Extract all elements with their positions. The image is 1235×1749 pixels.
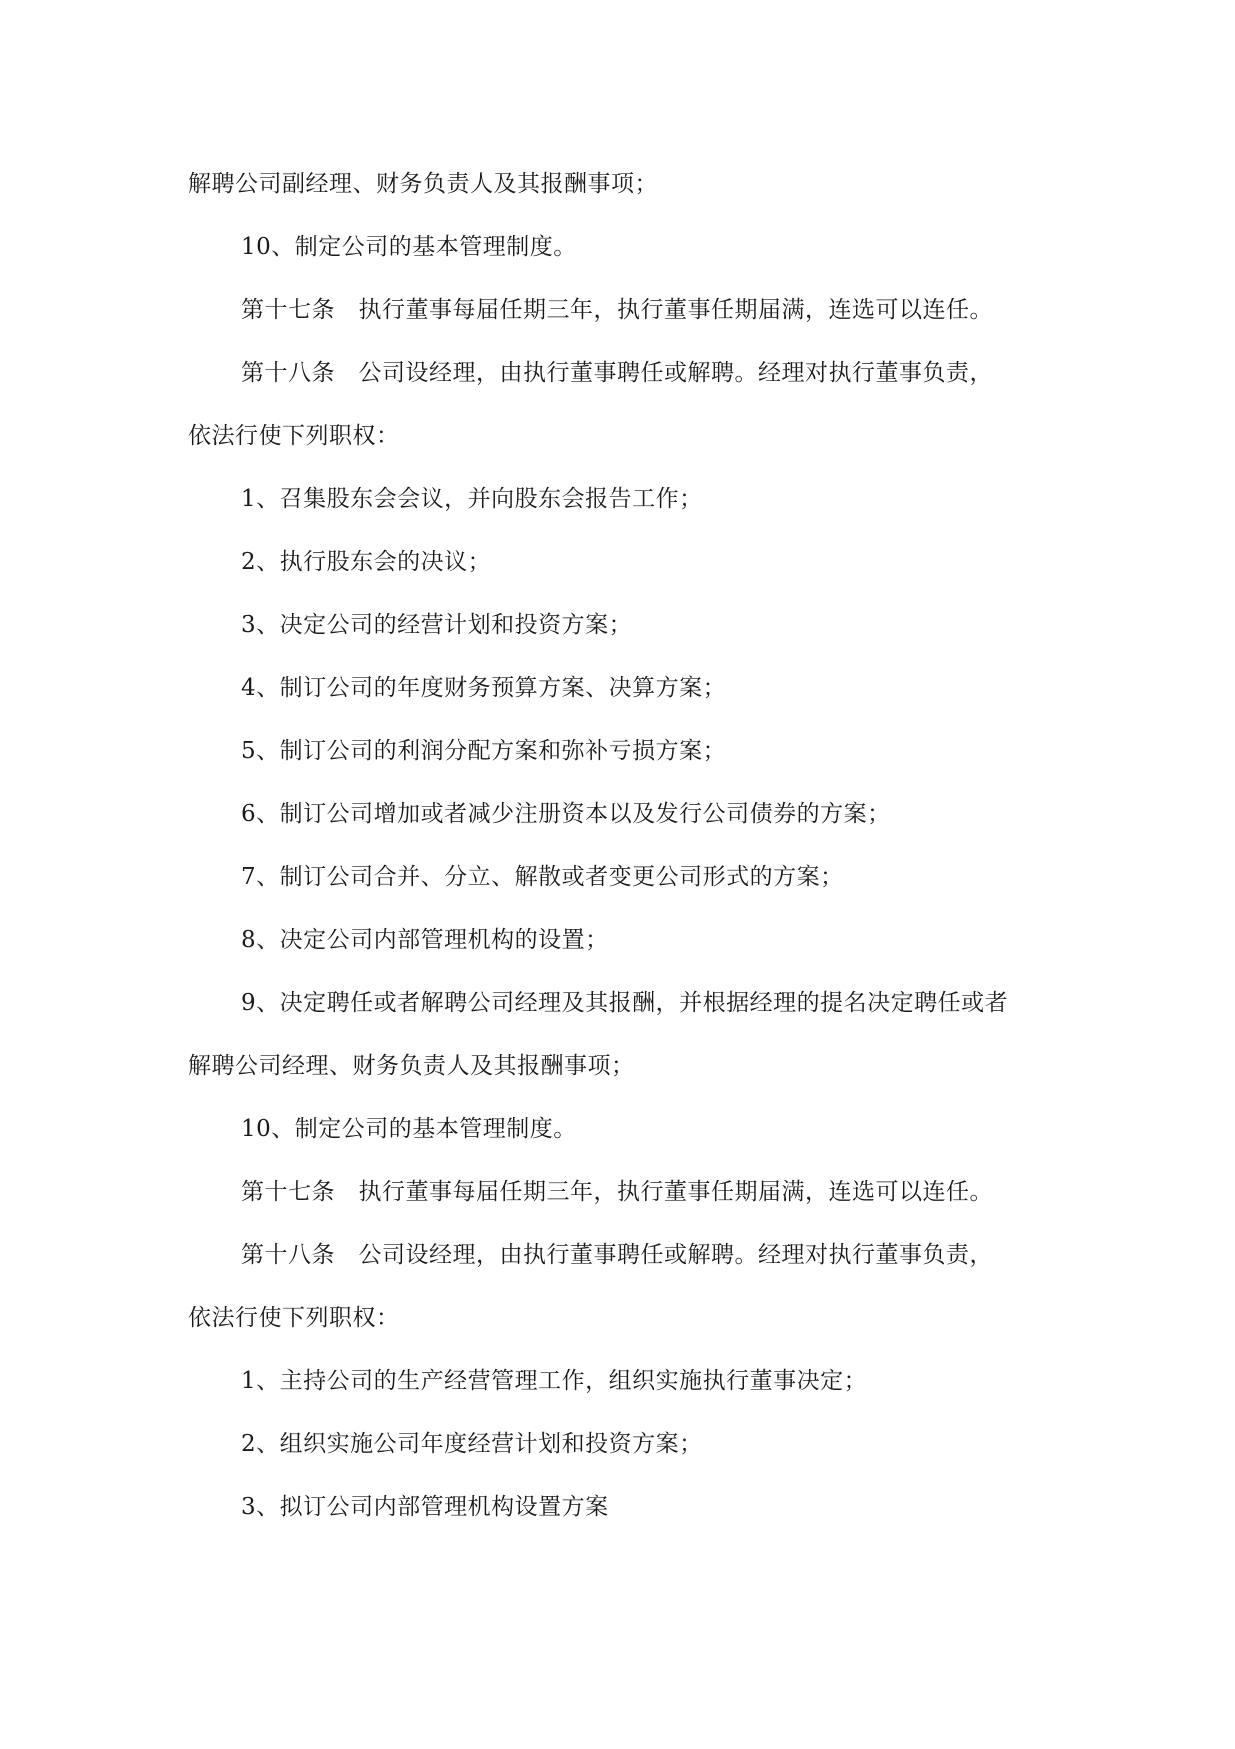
text-line: 2、执行股东会的决议； (241, 549, 492, 575)
text-line: 第十八条 公司设经理，由执行董事聘任或解聘。经理对执行董事负责， (241, 1242, 993, 1268)
text-line: 4、制订公司的年度财务预算方案、决算方案； (241, 675, 727, 701)
text-line: 解聘公司经理、财务负责人及其报酬事项； (188, 1053, 635, 1079)
text-line: 7、制订公司合并、分立、解散或者变更公司形式的方案； (241, 864, 844, 890)
text-line: 10、制定公司的基本管理制度。 (241, 234, 577, 260)
text-line: 6、制订公司增加或者减少注册资本以及发行公司债券的方案； (241, 801, 891, 827)
text-line: 1、召集股东会会议，并向股东会报告工作； (241, 486, 703, 512)
text-line: 3、拟订公司内部管理机构设置方案 (241, 1494, 609, 1520)
text-line: 解聘公司副经理、财务负责人及其报酬事项； (188, 171, 658, 197)
text-line: 第十七条 执行董事每届任期三年，执行董事任期届满，连选可以连任。 (241, 297, 993, 323)
text-line: 第十七条 执行董事每届任期三年，执行董事任期届满，连选可以连任。 (241, 1179, 993, 1205)
text-line: 9、决定聘任或者解聘公司经理及其报酬，并根据经理的提名决定聘任或者 (241, 990, 1009, 1016)
text-line: 3、决定公司的经营计划和投资方案； (241, 612, 633, 638)
text-line: 2、组织实施公司年度经营计划和投资方案； (241, 1431, 703, 1457)
text-line: 8、决定公司内部管理机构的设置； (241, 927, 609, 953)
text-line: 1、主持公司的生产经营管理工作，组织实施执行董事决定； (241, 1368, 868, 1394)
text-line: 5、制订公司的利润分配方案和弥补亏损方案； (241, 738, 727, 764)
text-line: 第十八条 公司设经理，由执行董事聘任或解聘。经理对执行董事负责， (241, 360, 993, 386)
text-line: 依法行使下列职权： (188, 1305, 400, 1331)
text-line: 10、制定公司的基本管理制度。 (241, 1116, 577, 1142)
text-line: 依法行使下列职权： (188, 423, 400, 449)
